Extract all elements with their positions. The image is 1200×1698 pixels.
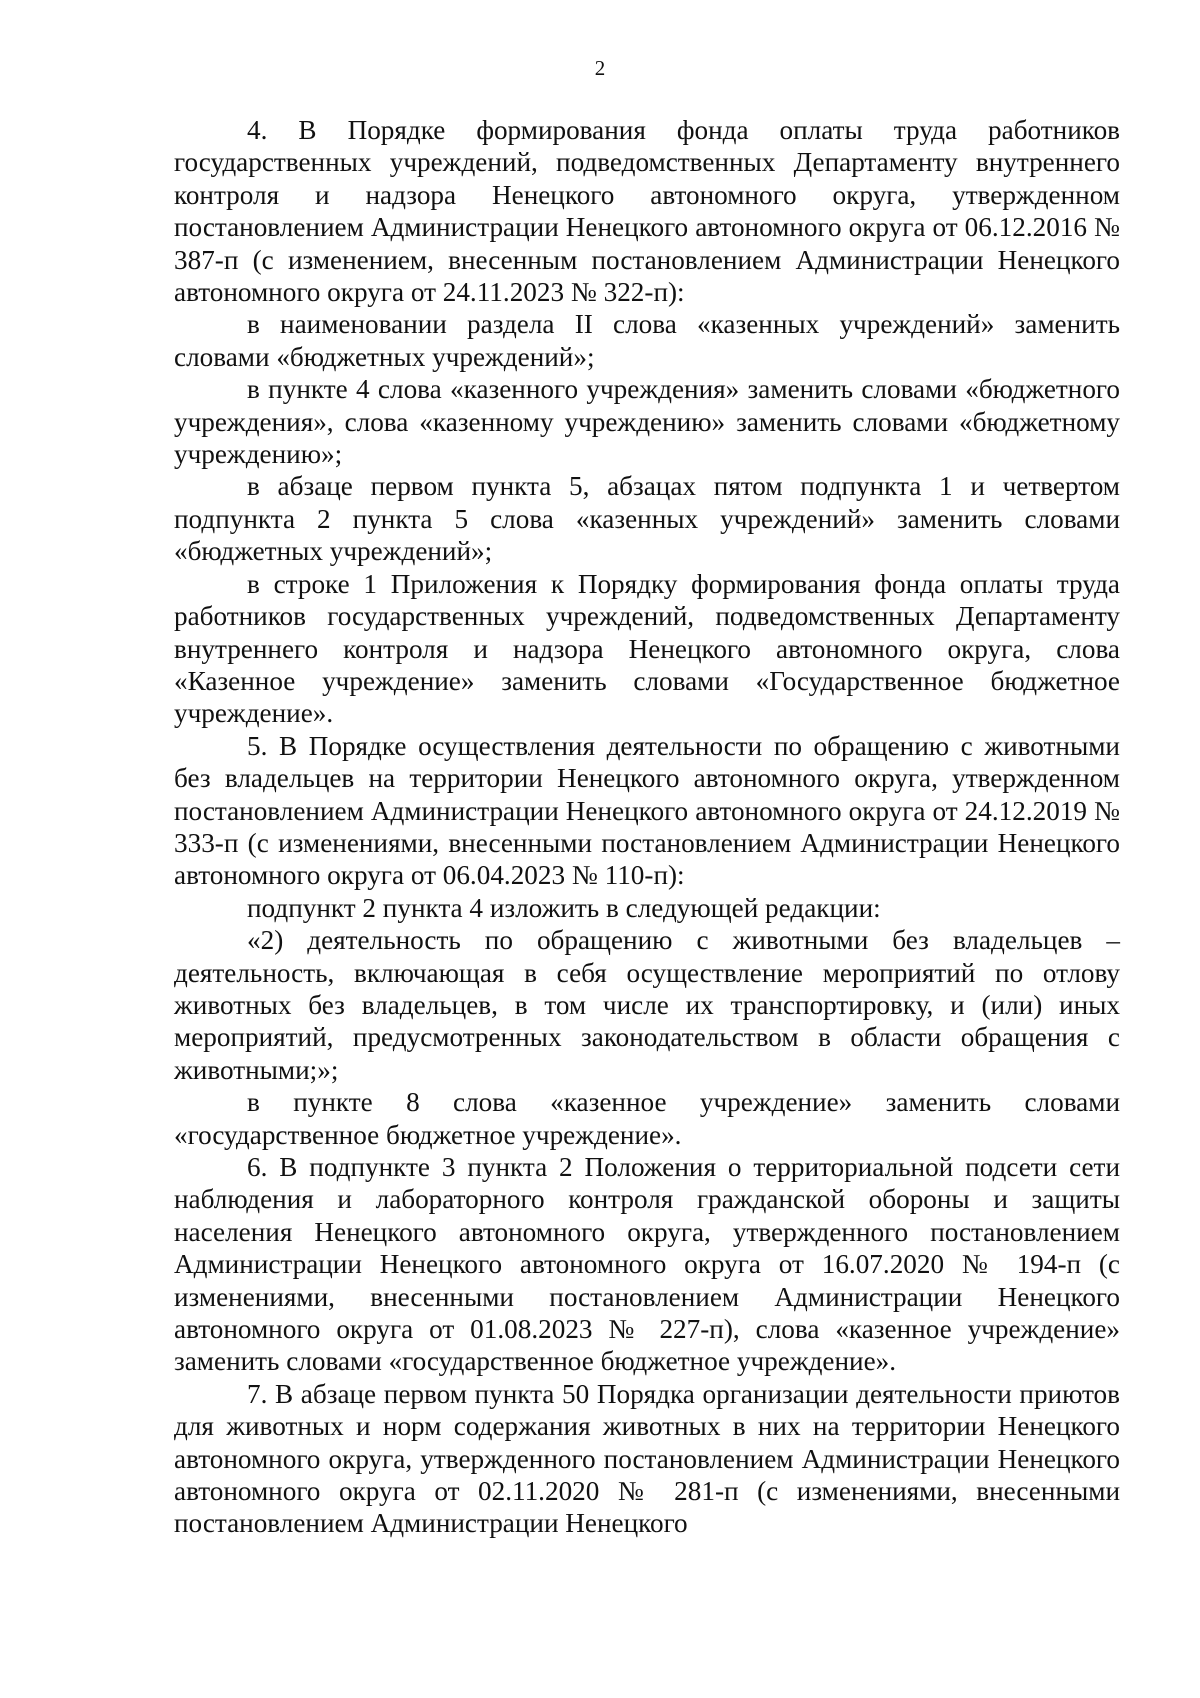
paragraph-item-7: 7. В абзаце первом пункта 50 Порядка организации деятельности приютов для животных и норм содержания животных в них на территории Ненецкого автономного округа, утвержденного постановлением Администрации Ненецкого автономного округа от 02.11.2020 № 281-п (с изменениями, внесенными постановлением Администрации Ненецкого [174, 1378, 1120, 1539]
paragraph-item-4: 4. В Порядке формирования фонда оплаты труда работников государственных учреждений, подведомственных Департаменту внутреннего контроля и надзора Ненецкого автономного округа, утвержденном постановлением Администрации Ненецкого автономного округа от 06.12.2016 № 387-п (с изменением, внесенным постановлением Администрации Ненецкого автономного округа от 24.11.2023 № 322-п): [174, 115, 1120, 308]
paragraph-point-4-rename: в пункте 4 слова «казенного учреждения» заменить словами «бюджетного учреждения», слова «казенному учреждению» заменить словами «бюджетному учреждению»; [174, 374, 1120, 470]
paragraph-subpoint-2-intro: подпункт 2 пункта 4 изложить в следующей редакции: [247, 892, 881, 923]
paragraph-subpoint-2-text: «2) деятельность по обращению с животными без владельцев – деятельность, включающая в себя осуществление мероприятий по отлову животных без владельцев, в том числе их транспортировку, и (или) иных мероприятий, предусмотренных законодательством в области обращения с животными;»; [174, 925, 1120, 1085]
paragraph-item-5: 5. В Порядке осуществления деятельности по обращению с животными без владельцев на территории Ненецкого автономного округа, утвержденном постановлением Администрации Ненецкого автономного округа от 24.12.2019 № 333-п (с изменениями, внесенными постановлением Администрации Ненецкого автономного округа от 06.04.2023 № 110-п): [174, 730, 1120, 891]
paragraph-point-8-rename: в пункте 8 слова «казенное учреждение» заменить словами «государственное бюджетное учреждение». [174, 1087, 1120, 1150]
page-number: 2 [594, 56, 606, 80]
paragraph-appendix-row-1-rename: в строке 1 Приложения к Порядку формирования фонда оплаты труда работников государственных учреждений, подведомственных Департаменту внутреннего контроля и надзора Ненецкого автономного округа, слова «Казенное учреждение» заменить словами «Государственное бюджетное учреждение». [174, 568, 1120, 729]
paragraph-point-5-rename: в абзаце первом пункта 5, абзацах пятом подпункта 1 и четвертом подпункта 2 пункта 5 слова «казенных учреждений» заменить словами «бюджетных учреждений»; [174, 471, 1120, 567]
document-body [174, 114, 1120, 1540]
paragraph-item-6: 6. В подпункте 3 пункта 2 Положения о территориальной подсети сети наблюдения и лабораторного контроля гражданской обороны и защиты населения Ненецкого автономного округа, утвержденного постановлением Администрации Ненецкого автономного округа от 16.07.2020 № 194-п (с изменениями, внесенными постановлением Администрации Ненецкого автономного округа от 01.08.2023 № 227-п), слова «казенное учреждение» заменить словами «государственное бюджетное учреждение». [174, 1152, 1120, 1377]
paragraph-section-title-rename: в наименовании раздела II слова «казенных учреждений» заменить словами «бюджетных учреждений»; [174, 309, 1120, 372]
